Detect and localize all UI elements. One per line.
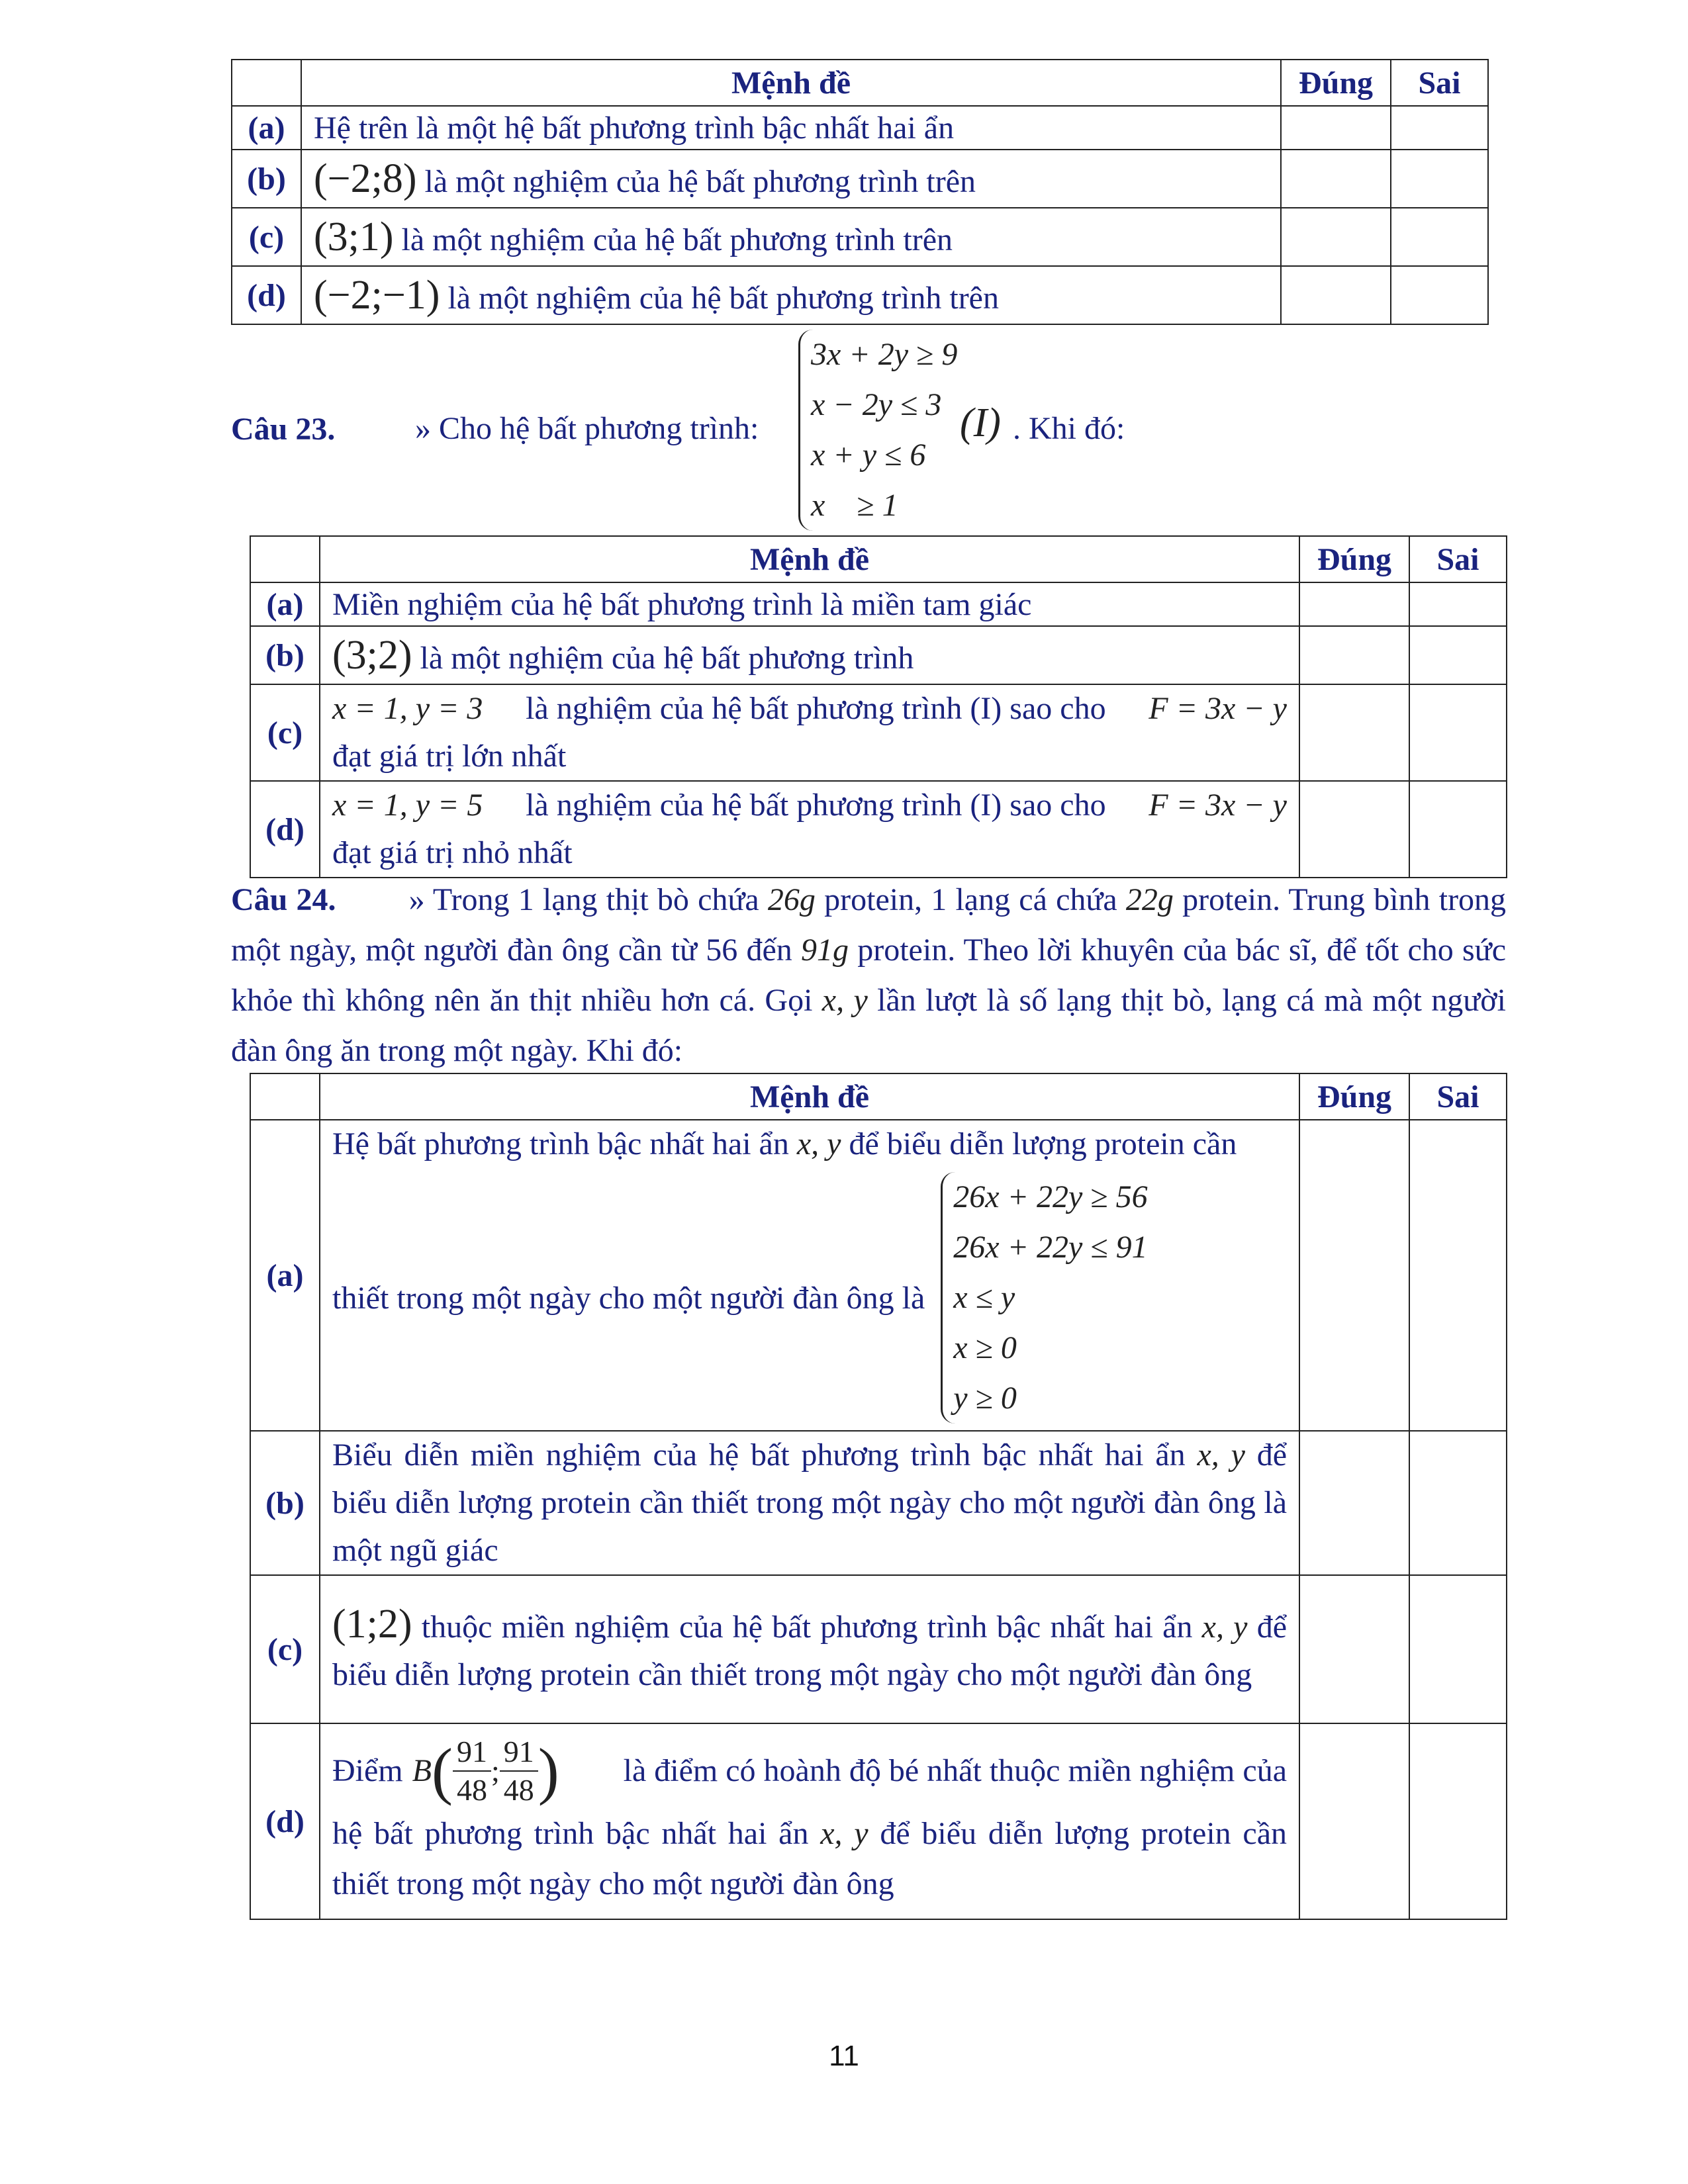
header-true: Đúng bbox=[1299, 536, 1409, 582]
table-row bbox=[250, 1120, 1507, 1431]
math-expr: F = 3x − y bbox=[1149, 788, 1287, 823]
row-label: (a) bbox=[250, 1120, 320, 1431]
table-q23 bbox=[250, 535, 1507, 878]
statement-text: Miền nghiệm của hệ bất phương trình là miền tam giác bbox=[332, 586, 1032, 622]
row-label: (c) bbox=[250, 684, 320, 781]
statement-text: Biểu diễn miền nghiệm của hệ bất phương trình bậc nhất hai ẩn bbox=[332, 1437, 1186, 1473]
separator: ; bbox=[491, 1754, 500, 1788]
math-point: (−2;−1) bbox=[314, 272, 440, 318]
math-expr: F = 3x − y bbox=[1149, 691, 1287, 726]
row-label: (c) bbox=[250, 1575, 320, 1723]
table-row bbox=[250, 582, 1507, 626]
inequality-system bbox=[941, 1172, 1147, 1424]
true-cell[interactable] bbox=[1281, 150, 1391, 208]
true-cell[interactable] bbox=[1299, 582, 1409, 626]
row-label: (d) bbox=[250, 781, 320, 878]
denominator: 48 bbox=[503, 1773, 534, 1807]
true-cell[interactable] bbox=[1299, 1575, 1409, 1723]
header-false: Sai bbox=[1409, 536, 1507, 582]
table-q24 bbox=[250, 1073, 1507, 1920]
row-statement bbox=[320, 626, 1299, 684]
inequality-system bbox=[798, 330, 957, 531]
row-statement bbox=[301, 150, 1281, 208]
math-point: (−2;8) bbox=[314, 156, 417, 201]
math-expr: x = 1, y = 3 bbox=[332, 691, 483, 726]
system-line: x − 2y ≤ 3 bbox=[811, 387, 942, 422]
row-statement bbox=[320, 1431, 1299, 1575]
numerator: 91 bbox=[500, 1733, 538, 1772]
header-blank bbox=[250, 536, 320, 582]
true-cell[interactable] bbox=[1281, 106, 1391, 150]
math-expr: x, y bbox=[1201, 1609, 1248, 1645]
numerator: 91 bbox=[453, 1733, 491, 1772]
false-cell[interactable] bbox=[1391, 150, 1488, 208]
row-statement bbox=[320, 1575, 1299, 1723]
table-row bbox=[232, 150, 1488, 208]
page-number: 11 bbox=[829, 2040, 859, 2072]
header-statement: Mệnh đề bbox=[301, 60, 1281, 106]
denominator: 48 bbox=[456, 1773, 487, 1807]
false-cell[interactable] bbox=[1391, 106, 1488, 150]
header-false: Sai bbox=[1409, 1073, 1507, 1120]
statement-text: là một nghiệm của hệ bất phương trình trên bbox=[447, 280, 999, 316]
false-cell[interactable] bbox=[1409, 582, 1507, 626]
table-row bbox=[232, 208, 1488, 266]
paragraph-text: protein. Trung bình trong một ngày, một người đàn ông cần từ 56 đến bbox=[231, 882, 1507, 968]
table-q22 bbox=[231, 59, 1489, 325]
row-statement bbox=[320, 1120, 1299, 1431]
row-statement bbox=[301, 266, 1281, 324]
statement-text: là một nghiệm của hệ bất phương trình trên bbox=[401, 222, 953, 257]
math-value: 26g bbox=[767, 882, 816, 917]
fraction bbox=[500, 1733, 538, 1809]
row-statement bbox=[320, 684, 1299, 781]
table-row bbox=[232, 266, 1488, 324]
true-cell[interactable] bbox=[1281, 208, 1391, 266]
true-cell[interactable] bbox=[1299, 781, 1409, 878]
table-row bbox=[250, 781, 1507, 878]
false-cell[interactable] bbox=[1409, 1575, 1507, 1723]
row-statement bbox=[301, 106, 1281, 150]
header-blank bbox=[250, 1073, 320, 1120]
question-24-paragraph bbox=[231, 875, 1506, 1076]
question-label: Câu 24. bbox=[231, 882, 336, 917]
fraction bbox=[453, 1733, 491, 1809]
system-line: x ≥ 1 bbox=[811, 488, 898, 523]
false-cell[interactable] bbox=[1391, 266, 1488, 324]
left-paren: ( bbox=[431, 1735, 453, 1806]
row-label: (a) bbox=[232, 106, 301, 150]
row-label: (c) bbox=[232, 208, 301, 266]
row-label: (b) bbox=[250, 1431, 320, 1575]
table-row bbox=[250, 626, 1507, 684]
false-cell[interactable] bbox=[1409, 1120, 1507, 1431]
tag-text: (I) bbox=[960, 400, 1001, 445]
math-value: 91g bbox=[801, 933, 849, 968]
system-line: x ≤ y bbox=[953, 1280, 1015, 1315]
header-statement: Mệnh đề bbox=[320, 536, 1299, 582]
row-label: (b) bbox=[250, 626, 320, 684]
header-true: Đúng bbox=[1299, 1073, 1409, 1120]
statement-text: là một nghiệm của hệ bất phương trình bbox=[420, 640, 914, 676]
table-row bbox=[250, 1575, 1507, 1723]
statement-text: thiết trong một ngày cho một người đàn ông là bbox=[332, 1280, 925, 1316]
table-row bbox=[250, 684, 1507, 781]
math-point: (3;2) bbox=[332, 632, 412, 678]
math-expr: x, y bbox=[796, 1126, 841, 1161]
paragraph-text: lần lượt là số lạng thịt bò, lạng cá mà một người đàn ông ăn trong một ngày. Khi đó: bbox=[231, 983, 1507, 1068]
statement-text: để biểu diễn lượng protein cần thiết trong một ngày cho một người đàn ông bbox=[332, 1816, 1288, 1901]
true-cell[interactable] bbox=[1299, 1723, 1409, 1919]
row-label: (a) bbox=[250, 582, 320, 626]
table-row bbox=[232, 106, 1488, 150]
paragraph-text: protein. Theo lời khuyên của bác sĩ, để tốt cho sức khỏe thì không nên ăn thịt nhiều hơn cá. Gọi bbox=[231, 933, 1507, 1018]
row-label: (b) bbox=[232, 150, 301, 208]
point-label: B bbox=[412, 1753, 432, 1788]
statement-text: đạt giá trị lớn nhất bbox=[332, 739, 567, 774]
true-cell[interactable] bbox=[1299, 684, 1409, 781]
math-value: x, y bbox=[821, 983, 868, 1018]
row-statement bbox=[320, 582, 1299, 626]
statement-text: Hệ trên là một hệ bất phương trình bậc nhất hai ẩn bbox=[314, 110, 955, 146]
false-cell[interactable] bbox=[1409, 626, 1507, 684]
statement-text: hệ bất phương trình bậc nhất hai ẩn bbox=[332, 1816, 809, 1851]
table-header-row bbox=[250, 1073, 1507, 1120]
row-label: (d) bbox=[250, 1723, 320, 1919]
question-intro: » Cho hệ bất phương trình: bbox=[415, 411, 759, 446]
math-expr: x = 1, y = 5 bbox=[332, 788, 483, 823]
system-line: 3x + 2y ≥ 9 bbox=[811, 337, 958, 372]
statement-text: là nghiệm của hệ bất phương trình (I) sao cho bbox=[526, 691, 1106, 726]
statement-text: để biểu diễn lượng protein cần thiết trong một ngày cho một người đàn ông là một ngũ giác bbox=[332, 1437, 1288, 1568]
statement-text: thuộc miền nghiệm của hệ bất phương trình bậc nhất hai ẩn bbox=[421, 1609, 1193, 1645]
statement-text: Điểm bbox=[332, 1753, 403, 1788]
row-label: (d) bbox=[232, 266, 301, 324]
header-false: Sai bbox=[1391, 60, 1488, 106]
math-point: (1;2) bbox=[332, 1601, 412, 1647]
statement-text: là một nghiệm của hệ bất phương trình trên bbox=[424, 163, 976, 199]
math-value: 22g bbox=[1125, 882, 1174, 917]
statement-text: đạt giá trị nhỏ nhất bbox=[332, 835, 573, 870]
statement-text: để biểu diễn lượng protein cần thiết trong một ngày cho một người đàn ông bbox=[332, 1609, 1288, 1692]
question-label: Câu 23. bbox=[231, 412, 336, 447]
row-statement bbox=[301, 208, 1281, 266]
statement-text: là nghiệm của hệ bất phương trình (I) sao cho bbox=[526, 788, 1106, 823]
false-cell[interactable] bbox=[1409, 1723, 1507, 1919]
table-row bbox=[250, 1431, 1507, 1575]
true-cell[interactable] bbox=[1299, 1120, 1409, 1431]
false-cell[interactable] bbox=[1409, 1431, 1507, 1575]
table-row bbox=[250, 1723, 1507, 1919]
math-expr: x, y bbox=[1197, 1437, 1245, 1473]
table-header-row bbox=[232, 60, 1488, 106]
fraction-coordinates bbox=[432, 1733, 559, 1809]
statement-text: để biểu diễn lượng protein cần bbox=[849, 1126, 1237, 1161]
math-point: (3;1) bbox=[314, 214, 394, 259]
table-header-row bbox=[250, 536, 1507, 582]
math-expr: x, y bbox=[820, 1816, 868, 1851]
header-blank bbox=[232, 60, 301, 106]
system-tag bbox=[960, 400, 1001, 447]
header-statement: Mệnh đề bbox=[320, 1073, 1299, 1120]
paragraph-text: » Trong 1 lạng thịt bò chứa bbox=[408, 882, 759, 917]
false-cell[interactable] bbox=[1391, 208, 1488, 266]
question-after: . Khi đó: bbox=[1013, 411, 1125, 446]
system-line: y ≥ 0 bbox=[953, 1381, 1017, 1416]
true-cell[interactable] bbox=[1299, 626, 1409, 684]
system-line: x + y ≤ 6 bbox=[811, 437, 926, 473]
true-cell[interactable] bbox=[1281, 266, 1391, 324]
statement-text: là điểm có hoành độ bé nhất thuộc miền nghiệm của bbox=[623, 1753, 1287, 1788]
system-line: 26x + 22y ≤ 91 bbox=[953, 1230, 1148, 1265]
false-cell[interactable] bbox=[1409, 781, 1507, 878]
system-line: 26x + 22y ≥ 56 bbox=[953, 1179, 1148, 1214]
right-paren: ) bbox=[538, 1735, 559, 1806]
statement-text: Hệ bất phương trình bậc nhất hai ẩn bbox=[332, 1126, 789, 1161]
true-cell[interactable] bbox=[1299, 1431, 1409, 1575]
row-statement bbox=[320, 1723, 1299, 1919]
header-true: Đúng bbox=[1281, 60, 1391, 106]
paragraph-text: protein, 1 lạng cá chứa bbox=[824, 882, 1117, 917]
system-line: x ≥ 0 bbox=[953, 1330, 1017, 1365]
row-statement bbox=[320, 781, 1299, 878]
false-cell[interactable] bbox=[1409, 684, 1507, 781]
